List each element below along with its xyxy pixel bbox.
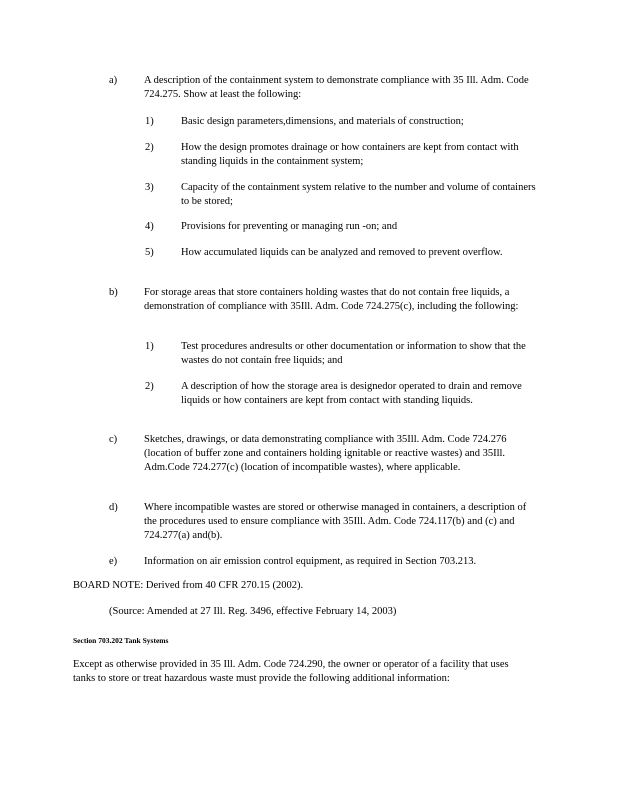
item-a4-text: Provisions for preventing or managing run -on; and [181,221,398,232]
item-d-text: Where incompatible wastes are stored or otherwise managed in containers, a description of the procedures used to ensure compliance with 35Ill. Adm. Code 724.117(b) and (c) and 724.277(a) and(b). [144,502,529,541]
closing-paragraph: Except as otherwise provided in 35 Ill. Adm. Code 724.290, the owner or operator of a facility that uses tanks to store or treat hazardous waste must provide the following additional information: [73,659,512,684]
item-c-label: c) [109,434,118,445]
item-d-label: d) [109,502,118,513]
item-b-label: b) [109,287,118,298]
item-a-label: a) [109,75,118,86]
item-b2-label: 2) [145,381,154,392]
item-b1-text: Test procedures andresults or other documentation or information to show that the wastes do not contain free liquids; and [181,341,529,366]
item-c-text: Sketches, drawings, or data demonstrating compliance with 35Ill. Adm. Code 724.276 (location of buffer zone and containers holding ignitable or reactive wastes) and 35Ill. Adm.Code 724.277(c) (location of incompatible wastes), where applicable. [144,434,510,473]
item-a5-label: 5) [145,247,154,258]
item-a4-label: 4) [145,221,154,232]
item-a2-label: 2) [145,142,154,153]
item-b2-text: A description of how the storage area is designedor operated to drain and remove liquids or how containers are kept from contact with standing liquids. [181,381,525,406]
item-b1-label: 1) [145,341,154,352]
item-a5-text: How accumulated liquids can be analyzed and removed to prevent overflow. [181,247,503,258]
item-a1-text: Basic design parameters,dimensions, and materials of construction; [181,116,464,127]
source-note: (Source: Amended at 27 Ill. Reg. 3496, effective February 14, 2003) [109,606,397,617]
board-note: BOARD NOTE: Derived from 40 CFR 270.15 (2002). [73,580,304,591]
item-a3-label: 3) [145,182,154,193]
item-a3-text: Capacity of the containment system relative to the number and volume of containers to be stored; [181,182,539,207]
item-b-text: For storage areas that store containers holding wastes that do not contain free liquids, a demonstration of compliance with 35Ill. Adm. Code 724.275(c), including the following: [144,287,519,312]
item-e-text: Information on air emission control equipment, as required in Section 703.213. [144,556,477,567]
section-heading: Section 703.202 Tank Systems [73,636,169,645]
item-e-label: e) [109,556,118,567]
item-a-text: A description of the containment system to demonstrate compliance with 35 Ill. Adm. Code 724.275. Show at least the following: [144,75,532,100]
item-a1-label: 1) [145,116,154,127]
item-a2-text: How the design promotes drainage or how containers are kept from contact with standing liquids in the containment system; [181,142,522,167]
